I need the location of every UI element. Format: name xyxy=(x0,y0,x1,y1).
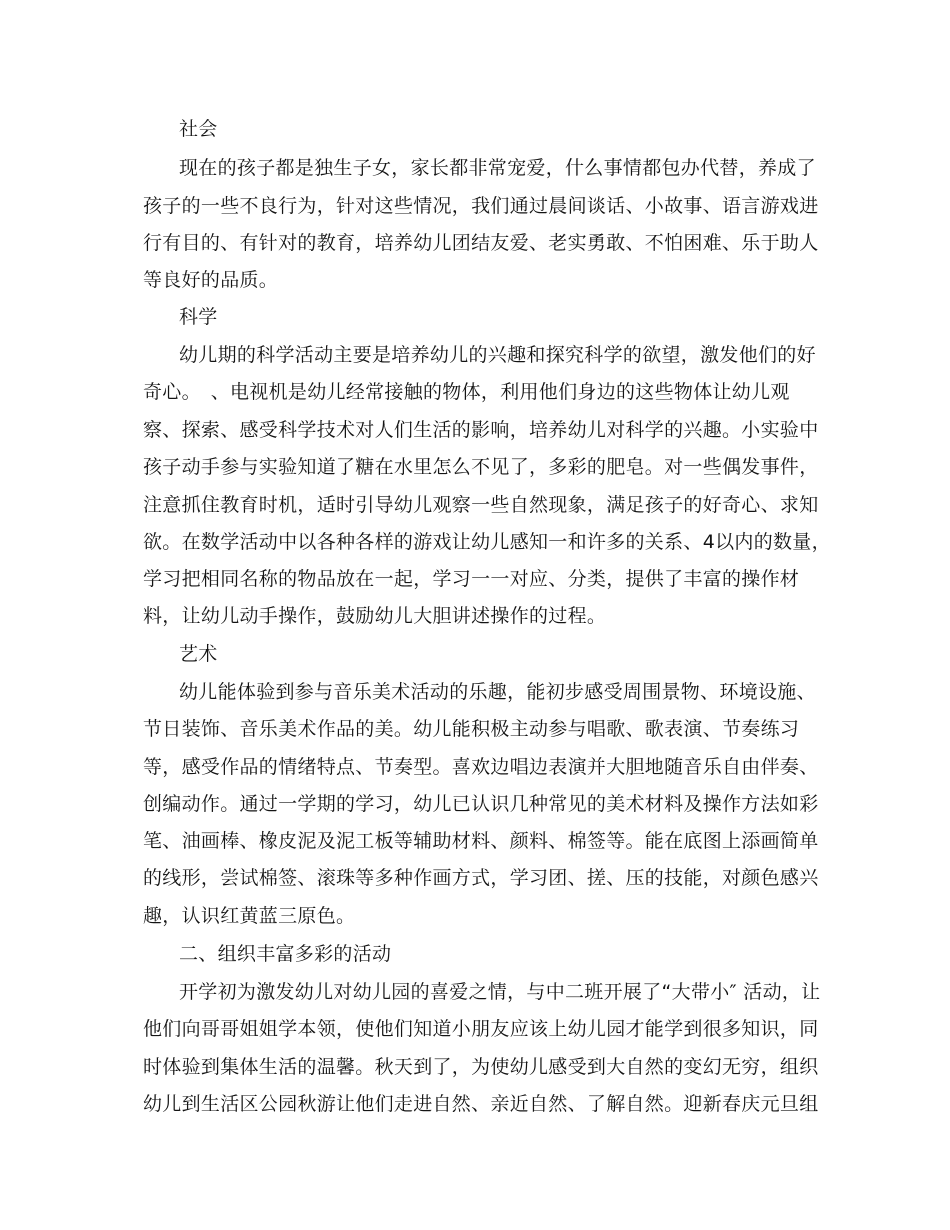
paragraph-line: 料，让幼儿动手操作，鼓励幼儿大胆讲述操作的过程。 xyxy=(143,605,607,627)
paragraph-line: 欲。在数学活动中以各种各样的游戏让幼儿感知一和许多的关系、4以内的数量， xyxy=(143,531,831,553)
paragraph-line: 学习把相同名称的物品放在一起，学习一一对应、分类，提供了丰富的操作材 xyxy=(143,568,800,590)
paragraph-line: 开学初为激发幼儿对幼儿园的喜爱之情，与中二班开展了“大带小″ 活动，让 xyxy=(179,981,821,1003)
paragraph-line: 他们向哥哥姐姐学本领，使他们知道小朋友应该上幼儿园才能学到很多知识，同 xyxy=(143,1018,819,1040)
paragraph-line: 趣，认识红黄蓝三原色。 xyxy=(143,905,356,927)
heading-art: 艺术 xyxy=(179,643,218,665)
paragraph-line: 孩子的一些不良行为，针对这些情况，我们通过晨间谈话、小故事、语言游戏进 xyxy=(143,195,819,217)
paragraph-line: 等，感受作品的情绪特点、节奏型。喜欢边唱边表演并大胆地随音乐自由伴奏、 xyxy=(143,756,819,778)
paragraph-line: 幼儿能体验到参与音乐美术活动的乐趣，能初步感受周围景物、环境设施、 xyxy=(179,681,816,703)
paragraph-line: 幼儿到生活区公园秋游让他们走进自然、亲近自然、了解自然。迎新春庆元旦组 xyxy=(143,1093,819,1115)
paragraph-line: 时体验到集体生活的温馨。秋天到了，为使幼儿感受到大自然的变幻无穷，组织 xyxy=(143,1056,819,1078)
paragraph-line: 孩子动手参与实验知道了糖在水里怎么不见了，多彩的肥皂。对一些偶发事件， xyxy=(143,456,819,478)
paragraph-line: 注意抓住教育时机，适时引导幼儿观察一些自然现象，满足孩子的好奇心、求知 xyxy=(143,494,819,516)
paragraph-line: 行有目的、有针对的教育，培养幼儿团结友爱、老实勇敢、不怕困难、乐于助人 xyxy=(143,232,819,254)
paragraph-line: 等良好的品质。 xyxy=(143,269,279,291)
heading-social: 社会 xyxy=(179,118,218,140)
paragraph-line: 创编动作。通过一学期的学习，幼儿已认识几种常见的美术材料及操作方法如彩 xyxy=(143,793,819,815)
heading-science: 科学 xyxy=(179,306,218,328)
paragraph-line: 奇心。 、电视机是幼儿经常接触的物体，利用他们身边的这些物体让幼儿观 xyxy=(143,381,790,403)
paragraph-line: 幼儿期的科学活动主要是培养幼儿的兴趣和探究科学的欲望，激发他们的好 xyxy=(179,344,816,366)
paragraph-line: 笔、油画棒、橡皮泥及泥工板等辅助材料、颜料、棉签等。能在底图上添画简单 xyxy=(143,830,819,852)
paragraph-line: 现在的孩子都是独生子女，家长都非常宠爱，什么事情都包办代替，养成了 xyxy=(179,157,816,179)
paragraph-line: 察、探索、感受科学技术对人们生活的影响，培养幼儿对科学的兴趣。小实验中 xyxy=(143,419,819,441)
paragraph-line: 节日装饰、音乐美术作品的美。幼儿能积极主动参与唱歌、歌表演、节奏练习 xyxy=(143,718,800,740)
paragraph-line: 的线形，尝试棉签、滚珠等多种作画方式，学习团、搓、压的技能，对颜色感兴 xyxy=(143,867,819,889)
heading-activities: 二、组织丰富多彩的活动 xyxy=(179,943,392,965)
